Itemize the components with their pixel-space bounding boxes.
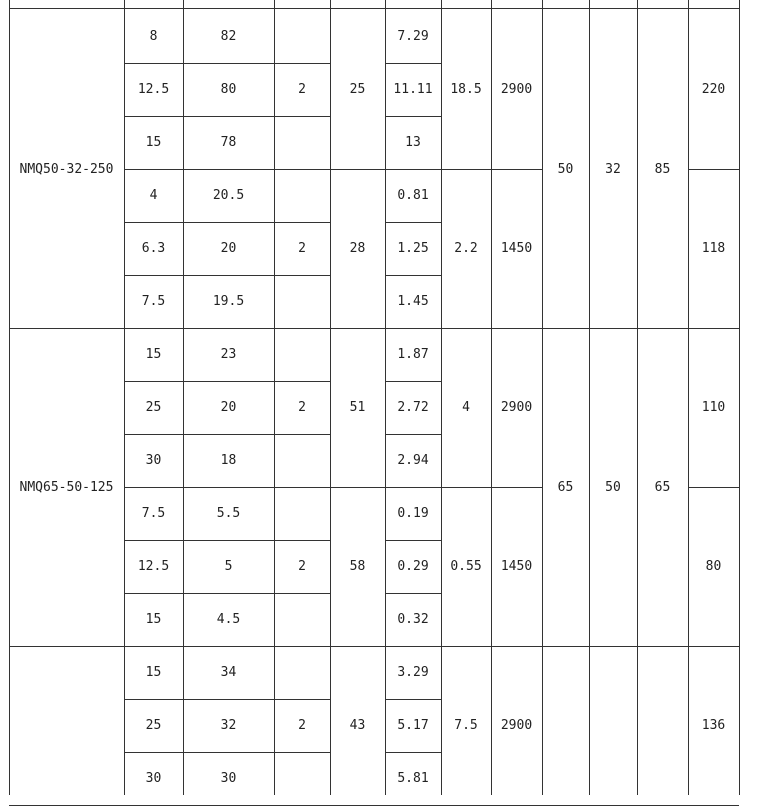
value-cell: 2 [298,241,306,256]
value-cell: 65 [557,479,574,495]
flow-cell: 15 [145,665,162,680]
flow-cell: 30 [145,771,162,786]
table-gridline [330,0,331,795]
value-cell: 5.17 [397,718,429,733]
value-cell: 65 [654,479,671,495]
value-cell: 2 [298,718,306,733]
value-cell: 0.81 [397,188,429,203]
table-gridline [124,0,125,795]
table-gridline [637,0,638,795]
head-cell: 18 [220,453,237,468]
head-cell: 20.5 [212,188,245,203]
value-cell: 2.94 [397,453,429,468]
flow-cell: 15 [145,347,162,362]
weight-cell: 118 [701,241,726,256]
value-cell: 25 [349,82,366,97]
table-gridline [441,0,442,795]
speed-cell: 2900 [500,400,533,415]
table-gridline [9,0,10,795]
value-cell: 50 [557,161,574,177]
flow-cell: 25 [145,400,162,415]
flow-cell: 15 [145,612,162,627]
value-cell: 5.81 [397,771,429,786]
value-cell: 11.11 [393,82,433,97]
head-cell: 19.5 [212,294,245,309]
model-cell [9,646,124,805]
head-cell: 78 [220,135,237,150]
table-gridline [274,0,275,795]
power-cell: 4 [462,400,470,415]
flow-cell: 30 [145,453,162,468]
head-cell: 20 [220,400,237,415]
flow-cell: 25 [145,718,162,733]
head-cell: 5 [224,559,233,574]
value-cell: 7.29 [397,29,429,44]
value-cell: 0.32 [397,612,429,627]
head-cell: 4.5 [216,612,241,627]
value-cell: 85 [654,161,671,177]
table-gridline [385,0,386,795]
table-gridline [491,0,492,795]
value-cell: 0.29 [397,559,429,574]
model-cell: NMQ50-32-250 [19,161,114,177]
value-cell: 2 [298,559,306,574]
flow-cell: 7.5 [141,294,166,309]
value-cell: 2.72 [397,400,429,415]
value-cell: 3.29 [397,665,429,680]
value-cell: 2 [298,82,306,97]
table-gridline [9,8,739,9]
head-cell: 30 [220,771,237,786]
flow-cell: 4 [149,188,158,203]
value-cell: 32 [605,161,621,177]
head-cell: 80 [220,82,237,97]
weight-cell: 220 [701,82,726,97]
head-cell: 34 [220,665,237,680]
speed-cell: 1450 [500,241,533,256]
value-cell: 2 [298,400,306,415]
power-cell: 2.2 [454,241,478,256]
value-cell: 1.25 [397,241,429,256]
flow-cell: 6.3 [141,241,166,256]
power-cell: 7.5 [454,718,478,733]
head-cell: 32 [220,718,237,733]
weight-cell: 136 [701,718,726,733]
speed-cell: 1450 [500,559,533,574]
value-cell: 13 [405,135,421,150]
value-cell: 43 [349,718,366,733]
flow-cell: 12.5 [137,559,170,574]
head-cell: 20 [220,241,237,256]
value-cell: 1.87 [397,347,429,362]
value-cell: 51 [349,400,366,415]
value-cell [542,646,589,805]
table-gridline [183,0,184,795]
speed-cell: 2900 [500,718,533,733]
speed-cell: 2900 [500,82,533,97]
power-cell: 0.55 [450,559,482,574]
weight-cell: 80 [705,559,722,574]
table-gridline [739,0,740,795]
table-gridline [688,0,689,795]
value-cell [637,646,688,805]
value-cell: 50 [605,479,621,495]
flow-cell: 15 [145,135,162,150]
head-cell: 5.5 [216,506,241,521]
value-cell: 28 [349,241,366,256]
value-cell: 0.19 [397,506,429,521]
head-cell: 82 [220,29,237,44]
head-cell: 23 [220,347,237,362]
model-cell: NMQ65-50-125 [19,479,114,495]
weight-cell: 110 [701,400,726,415]
table-gridline [589,0,590,795]
power-cell: 18.5 [450,82,482,97]
table-gridline [542,0,543,795]
flow-cell: 12.5 [137,82,170,97]
value-cell: 1.45 [397,294,429,309]
flow-cell: 8 [149,29,158,44]
value-cell [589,646,637,805]
value-cell: 58 [349,559,366,574]
flow-cell: 7.5 [141,506,166,521]
